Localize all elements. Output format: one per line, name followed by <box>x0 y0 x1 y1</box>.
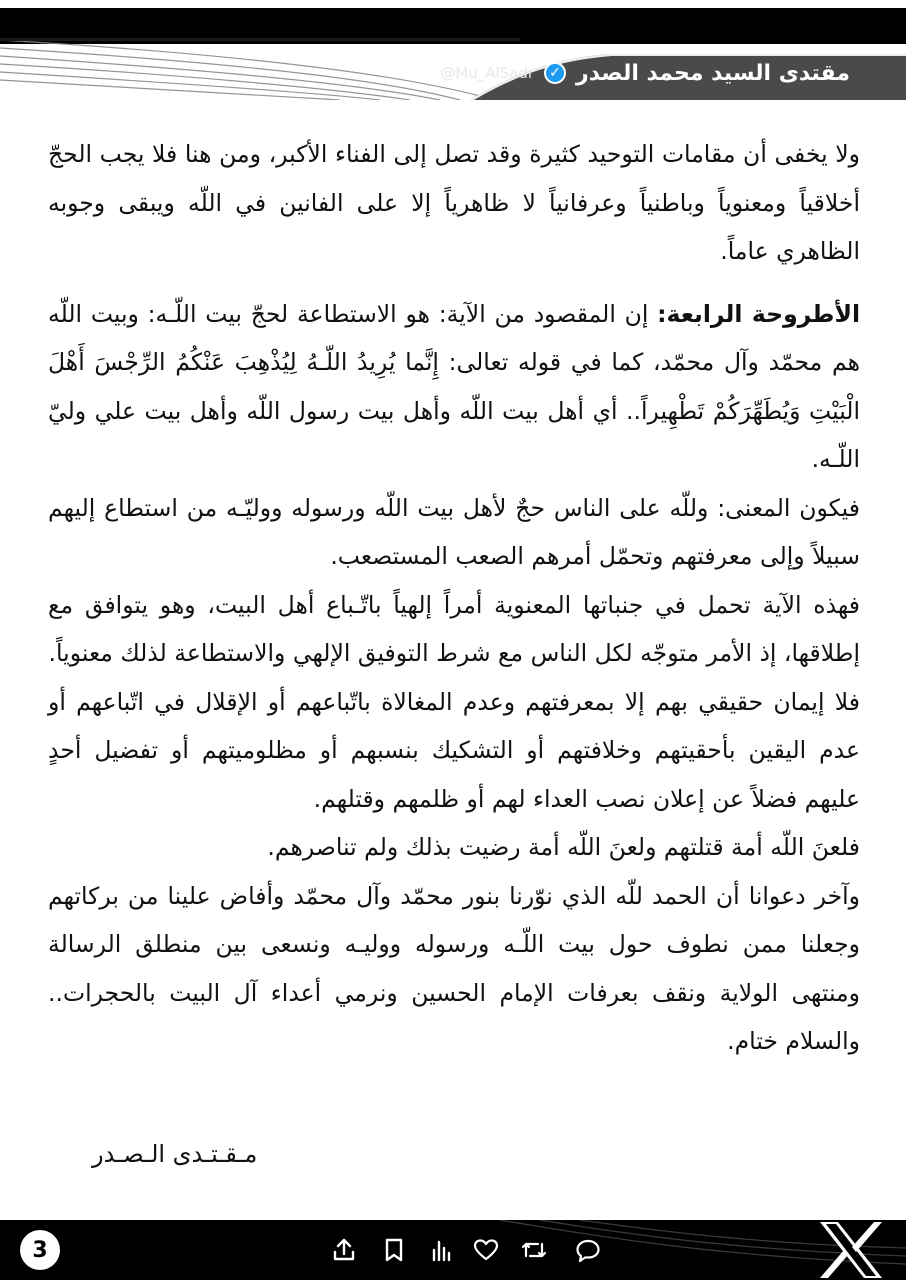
post-body <box>48 130 860 1066</box>
share-icon[interactable] <box>330 1236 358 1264</box>
paragraph-6: فلعنَ اللّه أمة قتلتهم ولعنَ اللّه أمة رضيت بذلك ولم تناصرهم. <box>267 833 860 861</box>
bookmark-icon[interactable] <box>380 1236 408 1264</box>
verified-badge-icon: ✓ <box>544 62 566 84</box>
views-icon[interactable] <box>428 1236 456 1264</box>
post-header <box>0 0 906 100</box>
paragraph-3: فيكون المعنى: وللّه على الناس حجٌ لأهل بيت اللّه ورسوله ووليّـه من استطاع إليهم سبيلاً وإلى معرفتهم وتحمّل أمرهم الصعب المستصعب. <box>48 493 860 570</box>
repost-icon[interactable] <box>520 1236 548 1264</box>
page-number: 3 <box>20 1230 60 1270</box>
post-footer <box>0 1220 906 1280</box>
paragraph-2 <box>48 290 860 484</box>
author-name[interactable]: مقتدى السيد محمد الصدر <box>576 60 850 86</box>
paragraph-2-text: إن المقصود من الآية: هو الاستطاعة لحجّ بيت اللّـه: وبيت اللّه هم محمّد وآل محمّد، كما في قوله تعالى: إِنَّما يُرِيدُ اللّـهُ لِيُذْهِبَ عَنْكُمُ الرِّجْسَ أَهْلَ الْبَيْتِ وَيُطَهِّرَكُمْ تَطْهِيراً.. أي أهل بيت اللّه وأهل بيت رسول اللّه وأهل بيت علي وليّ اللّـه. <box>48 299 860 473</box>
signature: مـقـتـدى الـصـدر <box>92 1140 258 1168</box>
author-row <box>440 58 850 88</box>
paragraph-2-heading: الأطروحة الرابعة: <box>657 299 860 328</box>
paragraph-1: ولا يخفى أن مقامات التوحيد كثيرة وقد تصل إلى الفناء الأكبر، ومن هنا فلا يجب الحجّ أخلاقياً ومعنوياً وباطنياً وعرفانياً لا ظاهرياً إلا على الفانين في اللّه ويبقى وجوبه الظاهري عاماً. <box>48 140 860 265</box>
paragraph-5: فلا إيمان حقيقي بهم إلا بمعرفتهم وعدم المغالاة باتّباعهم أو الإقلال في اتّباعهم أو عدم اليقين بأحقيتهم وخلافتهم أو التشكيك بنسبهم أو مظلوميتهم أو تفضيل أحدٍ عليهم فضلاً عن إعلان نصب العداء لهم أو ظلمهم وقتلهم. <box>48 687 860 813</box>
like-icon[interactable] <box>472 1236 500 1264</box>
reply-icon[interactable] <box>574 1236 602 1264</box>
author-handle[interactable]: @Mu_AlSadr <box>440 64 535 82</box>
paragraph-7: وآخر دعوانا أن الحمد للّه الذي نوّرنا بنور محمّد وآل محمّد وأفاض علينا من بركاتهم وجعلنا ممن نطوف حول بيت اللّـه ورسوله ووليـه ونسعى بين منطلق الرسالة ومنتهى الولاية ونقف بعرفات الإمام الحسين ونرمي أعداء آل البيت بالحجرات.. والسلام ختام. <box>48 881 860 1055</box>
x-logo-icon <box>816 1218 886 1282</box>
paragraph-4: فهذه الآية تحمل في جنباتها المعنوية أمراً إلهياً باتّـباع أهل البيت، وهو يتوافق مع إطلاقها، إذ الأمر متوجّه لكل الناس مع شرط التوفيق الإلهي والاستطاعة لذلك معنوياً. <box>48 590 860 667</box>
